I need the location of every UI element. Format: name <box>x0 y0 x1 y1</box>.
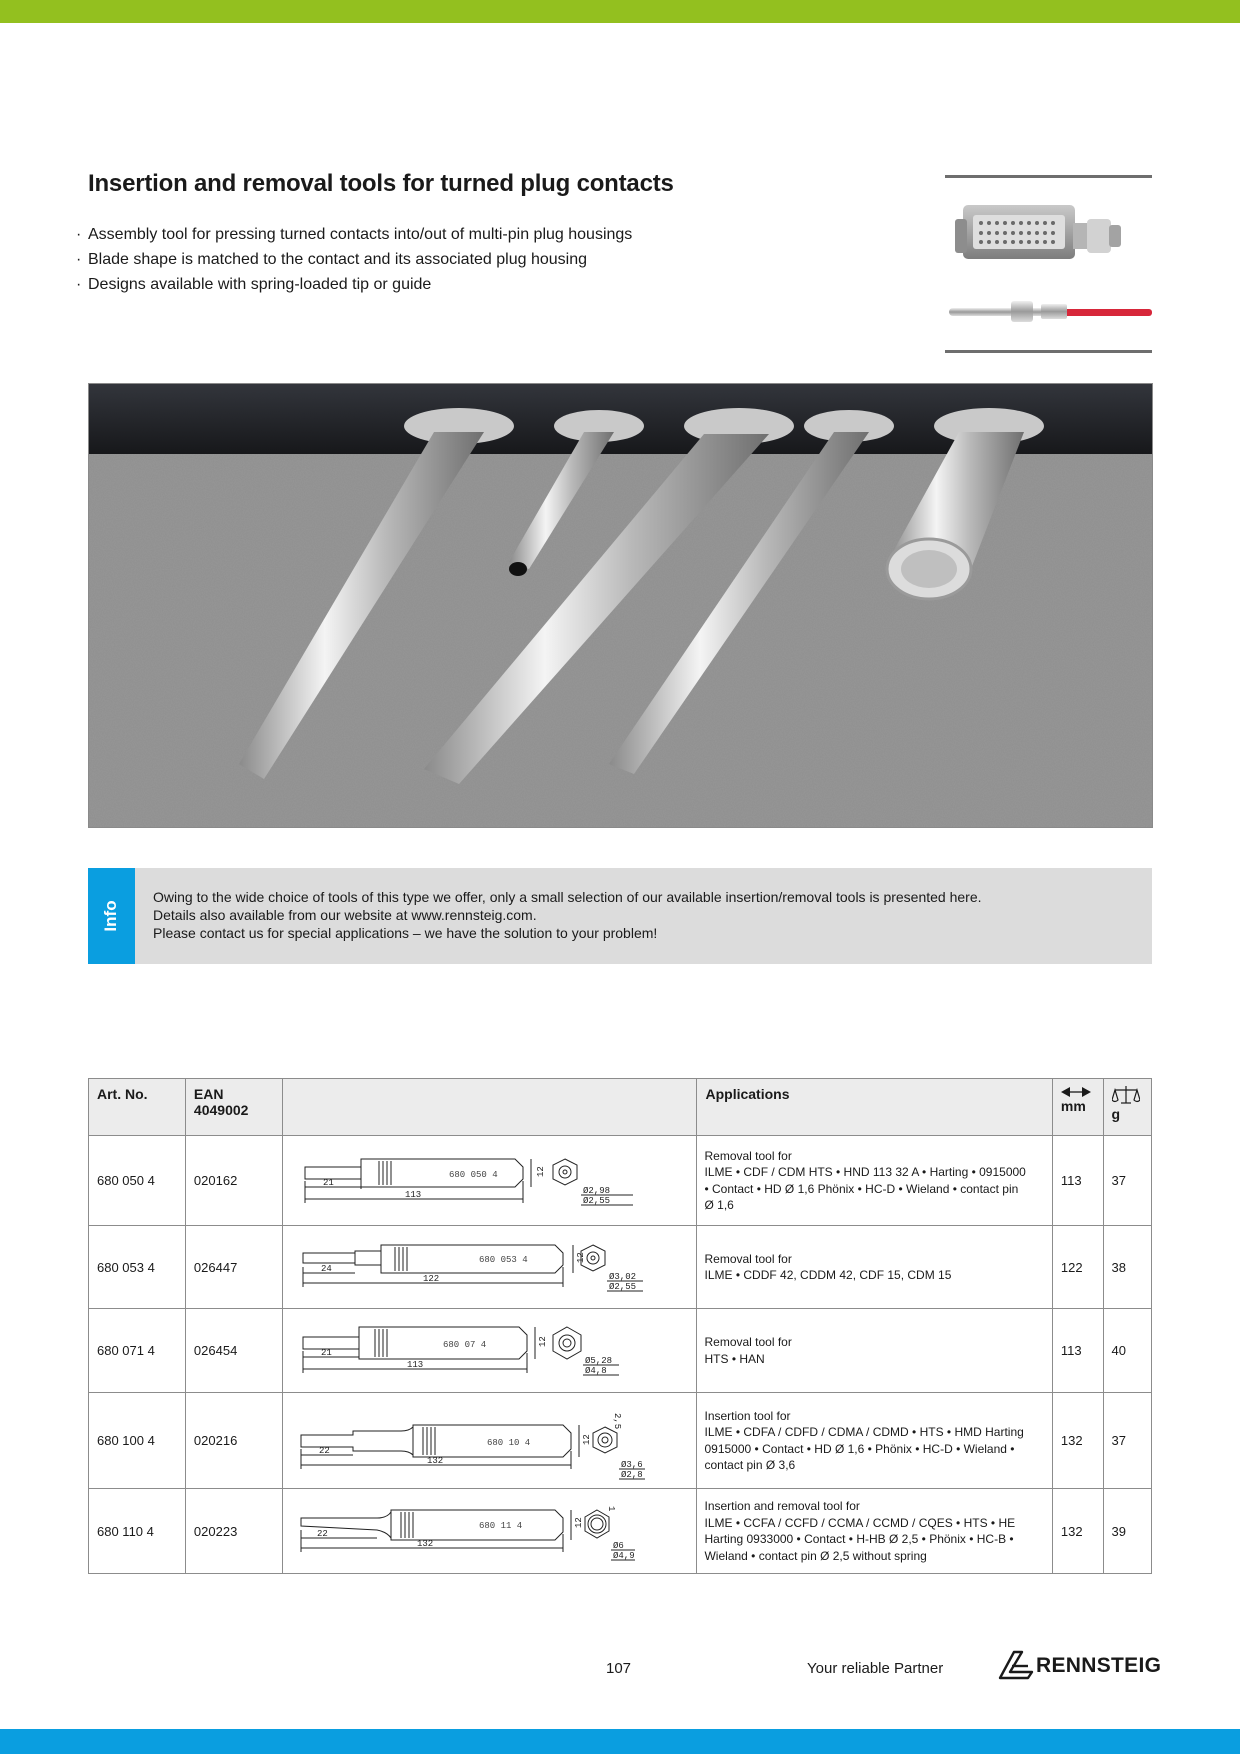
rennsteig-logo-icon <box>998 1650 1034 1680</box>
divider <box>945 350 1152 353</box>
drawing-engraving: 680 10 4 <box>486 1437 531 1448</box>
art-no-cell: 680 071 4 <box>89 1309 186 1393</box>
product-photo <box>88 383 1153 828</box>
drawing-total-length: 113 <box>404 1189 422 1200</box>
applications-cell <box>697 1226 1052 1309</box>
info-box <box>88 868 1152 964</box>
drawing-tip-length: 22 <box>318 1445 330 1456</box>
applications-line: Insertion and removal tool for <box>704 1499 860 1513</box>
table-row <box>89 1136 1152 1226</box>
applications-line: Removal tool for <box>704 1335 792 1349</box>
length-cell: 132 <box>1052 1393 1103 1489</box>
weight-cell: 37 <box>1103 1393 1152 1489</box>
footer-slogan: Your reliable Partner <box>807 1660 944 1677</box>
drawing-engraving: 680 053 4 <box>478 1255 528 1265</box>
drawing-tip-length: 21 <box>320 1347 332 1358</box>
bottom-accent-bar <box>0 1729 1240 1754</box>
drawing-diameter-2: Ø2,8 <box>620 1469 643 1480</box>
feature-text: Blade shape is matched to the contact and its associated plug housing <box>88 251 587 268</box>
drawing-cell <box>282 1489 697 1574</box>
brand-name: RENNSTEIG <box>1036 1654 1162 1677</box>
drawing-side: 1 <box>605 1506 616 1512</box>
drawing-diameter-1: Ø3,02 <box>608 1272 636 1282</box>
art-no-cell: 680 050 4 <box>89 1136 186 1226</box>
weight-cell: 37 <box>1103 1136 1152 1226</box>
applications-cell <box>697 1489 1052 1574</box>
applications-line: Insertion tool for <box>704 1408 791 1423</box>
header-art-no: Art. No. <box>89 1079 186 1136</box>
drawing-diameter-2: Ø2,55 <box>582 1195 610 1206</box>
drawing-tip-length: 22 <box>316 1529 328 1539</box>
drawing-total-length: 132 <box>416 1539 434 1549</box>
tool-drawing <box>283 1311 667 1391</box>
double-arrow-icon <box>1061 1086 1091 1098</box>
applications-line: Removal tool for <box>704 1148 792 1163</box>
tool-drawing <box>283 1227 667 1307</box>
info-line: Please contact us for special applications – we have the solution to your problem! <box>153 925 658 941</box>
drawing-height: 12 <box>573 1517 584 1528</box>
drawing-cell <box>282 1309 697 1393</box>
applications-line: 0915000 • Contact • HD Ø 1,6 • Phönix • HC-D • Wieland • <box>704 1441 1015 1456</box>
ean-cell: 026454 <box>185 1309 282 1393</box>
top-accent-bar <box>0 0 1240 23</box>
applications-line: ILME • CDF / CDM HTS • HND 113 32 A • Harting • 0915000 <box>704 1165 1026 1179</box>
tool-profile <box>553 1159 577 1185</box>
header-applications: Applications <box>697 1079 1052 1136</box>
applications-cell <box>697 1309 1052 1393</box>
applications-line: Removal tool for <box>704 1251 792 1266</box>
length-cell: 113 <box>1052 1136 1103 1226</box>
art-no-cell: 680 110 4 <box>89 1489 186 1574</box>
header-weight <box>1103 1079 1152 1136</box>
drawing-diameter-1: Ø2,98 <box>582 1185 610 1196</box>
length-cell: 122 <box>1052 1226 1103 1309</box>
drawing-tip-length: 24 <box>320 1264 332 1274</box>
drawing-total-length: 113 <box>406 1359 424 1370</box>
feature-text: Assembly tool for pressing turned contacts into/out of multi-pin plug housings <box>88 226 633 243</box>
page-title: Insertion and removal tools for turned plug contacts <box>88 170 674 197</box>
header-drawing <box>282 1079 697 1136</box>
connector-thumbnail <box>945 175 1152 353</box>
drawing-tip-length: 21 <box>322 1177 334 1188</box>
tool-drawing <box>283 1395 667 1487</box>
page-number: 107 <box>606 1660 632 1677</box>
drawing-height: 12 <box>581 1433 592 1445</box>
header-ean-line2: 4049002 <box>193 1102 249 1118</box>
weight-cell: 38 <box>1103 1226 1152 1309</box>
applications-line: contact pin Ø 3,6 <box>704 1458 796 1472</box>
info-text <box>153 888 982 942</box>
drawing-cell <box>282 1226 697 1309</box>
table-header-row <box>89 1079 1152 1136</box>
ean-cell: 020216 <box>185 1393 282 1489</box>
info-line: Owing to the wide choice of tools of this type we offer, only a small selection of our available insertion/removal tools is presented here. <box>153 889 982 905</box>
info-tab <box>88 868 135 964</box>
length-cell: 113 <box>1052 1309 1103 1393</box>
drawing-diameter-1: Ø3,6 <box>620 1459 643 1470</box>
feature-list <box>76 222 632 297</box>
applications-cell <box>697 1393 1052 1489</box>
drawing-engraving: 680 050 4 <box>448 1169 498 1180</box>
ean-cell: 020223 <box>185 1489 282 1574</box>
ean-cell: 026447 <box>185 1226 282 1309</box>
feature-item: · Assembly tool for pressing turned contacts into/out of multi-pin plug housings <box>76 226 633 243</box>
drawing-diameter-2: Ø2,55 <box>608 1282 636 1292</box>
applications-cell <box>697 1136 1052 1226</box>
drawing-height: 12 <box>537 1335 548 1347</box>
weight-cell: 40 <box>1103 1309 1152 1393</box>
weight-cell: 39 <box>1103 1489 1152 1574</box>
table-row <box>89 1309 1152 1393</box>
drawing-height: 12 <box>535 1165 546 1177</box>
applications-line: ILME • CDFA / CDFD / CDMA / CDMD • HTS • HMD Harting <box>704 1425 1024 1439</box>
header-length <box>1052 1079 1103 1136</box>
tool-drawing <box>283 1490 667 1572</box>
drawing-cell <box>282 1393 697 1489</box>
info-line: Details also available from our website at www.rennsteig.com. <box>153 907 537 923</box>
connector-image <box>945 175 1152 353</box>
drawing-cell <box>282 1136 697 1226</box>
applications-line: Harting 0933000 • Contact • H-HB Ø 2,5 • Phönix • HC-B • <box>704 1532 1014 1546</box>
applications-line: • Contact • HD Ø 1,6 Phönix • HC-D • Wieland • contact pin <box>704 1181 1019 1196</box>
drawing-engraving: 680 07 4 <box>442 1339 487 1350</box>
art-no-cell: 680 100 4 <box>89 1393 186 1489</box>
applications-line: ILME • CDDF 42, CDDM 42, CDF 15, CDM 15 <box>704 1268 952 1282</box>
feature-text: Designs available with spring-loaded tip or guide <box>88 276 432 293</box>
drawing-diameter-2: Ø4,8 <box>584 1365 607 1376</box>
applications-line: ILME • CCFA / CCFD / CCMA / CCMD / CQES • HTS • HE <box>704 1515 1016 1530</box>
scale-icon <box>1112 1086 1140 1106</box>
table-row <box>89 1393 1152 1489</box>
applications-line: Wieland • contact pin Ø 2,5 without spring <box>704 1548 927 1563</box>
product-table <box>88 1078 1152 1574</box>
applications-line: HTS • HAN <box>704 1351 765 1366</box>
header-ean <box>185 1079 282 1136</box>
drawing-total-length: 132 <box>426 1455 444 1466</box>
length-cell: 132 <box>1052 1489 1103 1574</box>
drawing-diameter-1: Ø5,28 <box>584 1355 612 1366</box>
length-unit: mm <box>1060 1098 1086 1114</box>
art-no-cell: 680 053 4 <box>89 1226 186 1309</box>
weight-unit: g <box>1111 1106 1121 1122</box>
tool-handle <box>361 1159 523 1187</box>
drawing-height: 12 <box>575 1252 586 1263</box>
drawing-side: 2,5 <box>611 1412 622 1429</box>
drawing-total-length: 122 <box>422 1274 440 1284</box>
feature-item: · Designs available with spring-loaded tip or guide <box>76 276 432 293</box>
tools-photo-illustration <box>89 384 1152 827</box>
table-row <box>89 1489 1152 1574</box>
drawing-diameter-1: Ø6 <box>612 1541 624 1551</box>
feature-item: · Blade shape is matched to the contact and its associated plug housing <box>76 251 587 268</box>
tool-drawing <box>283 1137 667 1225</box>
drawing-engraving: 680 11 4 <box>478 1521 523 1531</box>
drawing-diameter-2: Ø4,9 <box>612 1551 635 1561</box>
ean-cell: 020162 <box>185 1136 282 1226</box>
table-row <box>89 1226 1152 1309</box>
applications-line: Ø 1,6 <box>704 1198 734 1212</box>
info-tab-label: Info <box>101 900 120 932</box>
header-ean-line1: EAN <box>193 1086 224 1102</box>
